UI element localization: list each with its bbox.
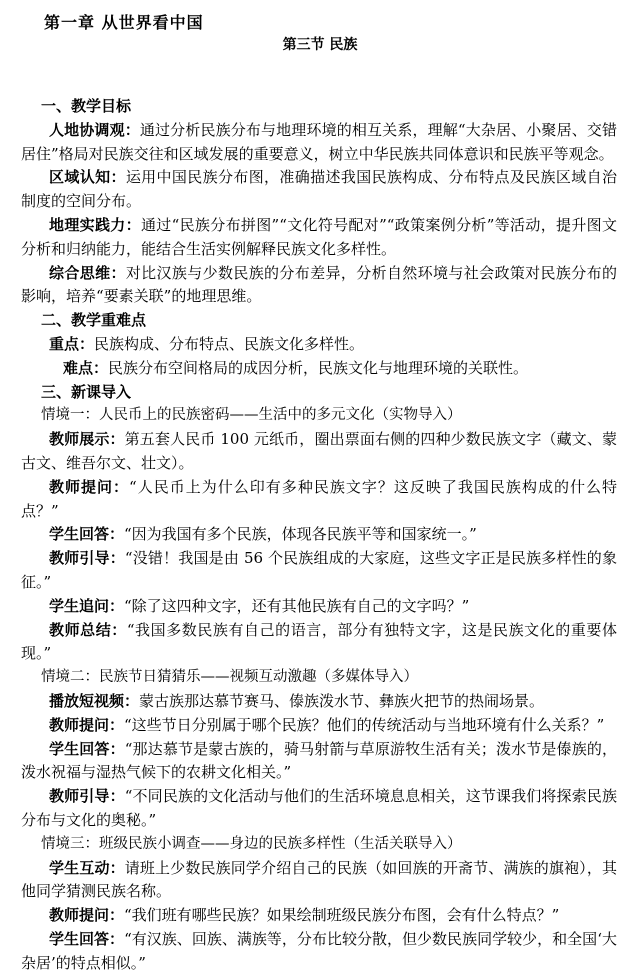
objective-paragraph xyxy=(21,262,617,310)
scene-title: 情境一：人民币上的民族密码——生活中的多元文化（实物导入） xyxy=(41,407,462,424)
speaker-label: 学生回答： xyxy=(49,739,125,758)
heading-keypoints: 二、教学重难点 xyxy=(41,311,147,330)
dialogue-text: “没错！我国是由 56 个民族组成的大家庭，这些文字正是民族多样性的象征。” xyxy=(21,549,617,591)
dialogue-line xyxy=(21,547,617,595)
dialogue-line xyxy=(21,619,617,667)
dialogue-text: “那达慕节是蒙古族的，骑马射箭与草原游牧生活有关；泼水节是傣族的，泼水祝福与湿热气候下的农耕文化相关。” xyxy=(21,739,617,782)
objective-text: 对比汉族与少数民族的分布差异，分析自然环境与社会政策对民族分布的影响，培养“要素关联”的地理思维。 xyxy=(21,263,617,306)
speaker-label: 教师展示： xyxy=(49,430,125,449)
speaker-label: 教师提问： xyxy=(49,715,125,734)
objective-paragraph xyxy=(21,166,617,214)
speaker-label: 教师总结： xyxy=(49,620,127,639)
speaker-label: 学生互动： xyxy=(49,858,125,877)
speaker-label: 学生回答： xyxy=(49,929,125,948)
keypoint-label: 难点： xyxy=(63,358,109,377)
keypoint-label: 重点： xyxy=(49,334,95,353)
dialogue-text: “这些节日分别属于哪个民族？他们的传统活动与当地环境有什么关系？” xyxy=(124,715,605,734)
objective-label: 区域认知： xyxy=(49,168,126,187)
dialogue-text: “人民币上为什么印有多种民族文字？这反映了我国民族构成的什么特点？” xyxy=(21,477,617,520)
dialogue-text: “我国多数民族有自己的语言，部分有独特文字，这是民族文化的重要体现。” xyxy=(21,620,617,663)
objective-paragraph xyxy=(21,214,617,262)
dialogue-line xyxy=(21,523,617,547)
dialogue-text: “不同民族的文化活动与他们的生活环境息息相关，这节课我们将探索民族分布与文化的奥秘。” xyxy=(21,787,617,829)
dialogue-line xyxy=(21,785,617,833)
scene-title: 情境二：民族节日猜猜乐——视频互动激趣（多媒体导入） xyxy=(41,669,418,686)
dialogue-line xyxy=(21,476,617,524)
scene-title: 情境三：班级民族小调查——身边的民族多样性（生活关联导入） xyxy=(41,835,462,852)
objective-label: 人地协调观： xyxy=(49,120,140,139)
dialogue-text: “有汉族、回族、满族等，分布比较分散，但少数民族同学较少，和全国‘大杂居’的特点相似。” xyxy=(21,929,617,972)
dialogue-line xyxy=(21,428,617,476)
keypoint-paragraph xyxy=(21,357,617,381)
speaker-label: 教师提问： xyxy=(49,906,125,925)
heading-objectives: 一、教学目标 xyxy=(41,97,132,115)
dialogue-line xyxy=(21,714,617,738)
keypoint-text: 民族分布空间格局的成因分析，民族文化与地理环境的关联性。 xyxy=(108,358,529,377)
dialogue-text: 请班上少数民族同学介绍自己的民族（如回族的开斋节、满族的旗袍），其他同学猜测民族名称。 xyxy=(21,858,617,901)
speaker-label: 教师提问： xyxy=(49,477,130,496)
dialogue-text: 第五套人民币 100 元纸币，圈出票面右侧的四种少数民族文字（藏文、蒙古文、维吾尔文、壮文）。 xyxy=(21,430,617,472)
speaker-label: 学生追问： xyxy=(49,596,125,615)
speaker-label: 学生回答： xyxy=(49,525,125,544)
dialogue-line xyxy=(21,904,617,928)
speaker-label: 教师引导： xyxy=(49,787,125,806)
dialogue-line xyxy=(21,928,617,975)
objective-paragraph xyxy=(21,119,617,167)
dialogue-line xyxy=(21,857,617,905)
document-body xyxy=(21,95,617,975)
objective-text: 运用中国民族分布图，准确描述我国民族构成、分布特点及民族区域自治制度的空间分布。 xyxy=(21,168,617,211)
dialogue-line xyxy=(21,595,617,619)
dialogue-text: “我们班有哪些民族？如果绘制班级民族分布图，会有什么特点？” xyxy=(124,906,560,925)
section-title: 第三节 民族 xyxy=(282,37,358,53)
dialogue-text: 蒙古族那达慕节赛马、傣族泼水节、彝族火把节的热闹场景。 xyxy=(139,691,545,710)
keypoint-text: 民族构成、分布特点、民族文化多样性。 xyxy=(94,334,365,353)
heading-intro: 三、新课导入 xyxy=(41,382,132,401)
speaker-label: 播放短视频： xyxy=(49,691,140,710)
dialogue-line xyxy=(21,738,617,786)
dialogue-line xyxy=(21,690,617,714)
keypoint-paragraph xyxy=(21,333,617,357)
objective-text: 通过“民族分布拼图”“文化符号配对”“政策案例分析”等活动，提升图文分析和归纳能力，能结合生活实例解释民族文化多样性。 xyxy=(21,215,617,258)
objective-label: 地理实践力： xyxy=(49,215,141,234)
objective-text: 通过分析民族分布与地理环境的相互关系，理解“大杂居、小聚居、交错居住”格局对民族交往和区域发展的重要意义，树立中华民族共同体意识和民族平等观念。 xyxy=(21,120,617,163)
objective-label: 综合思维： xyxy=(49,263,126,282)
dialogue-text: “因为我国有多个民族，体现各民族平等和国家统一。” xyxy=(124,525,477,544)
dialogue-text: “除了这四种文字，还有其他民族有自己的文字吗？” xyxy=(124,596,470,615)
speaker-label: 教师引导： xyxy=(49,549,125,568)
chapter-title: 第一章 从世界看中国 xyxy=(44,13,204,32)
